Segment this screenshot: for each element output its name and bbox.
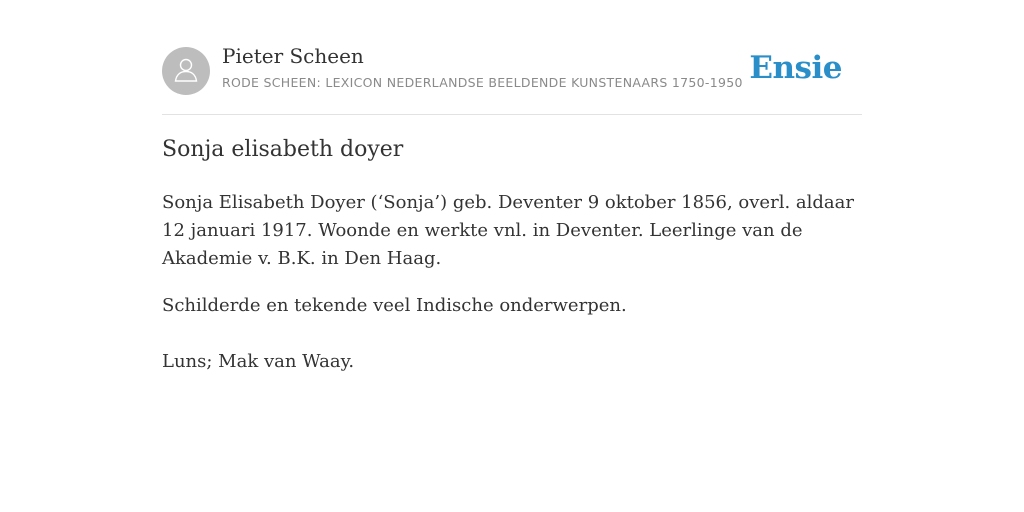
user-icon (172, 55, 200, 87)
author-name[interactable]: Pieter Scheen (222, 44, 364, 68)
article-header (162, 0, 862, 115)
article-paragraph-2: Schilderde en tekende veel Indische onderwerpen. (162, 295, 627, 316)
author-avatar[interactable] (162, 47, 210, 95)
article-title: Sonja elisabeth doyer (162, 137, 404, 162)
ensie-logo[interactable]: Ensie (749, 50, 842, 86)
article-sources: Luns; Mak van Waay. (162, 351, 355, 372)
source-title[interactable]: RODE SCHEEN: LEXICON NEDERLANDSE BEELDENDE KUNSTENAARS 1750-1950 (222, 75, 743, 90)
article-paragraph-1: Sonja Elisabeth Doyer (‘Sonja’) geb. Deventer 9 oktober 1856, overl. aldaar 12 januari 1917. Woonde en werkte vnl. in Deventer. Leerlinge van de Akademie v. B.K. in Den Haag. (162, 192, 854, 269)
article-card (162, 0, 862, 372)
